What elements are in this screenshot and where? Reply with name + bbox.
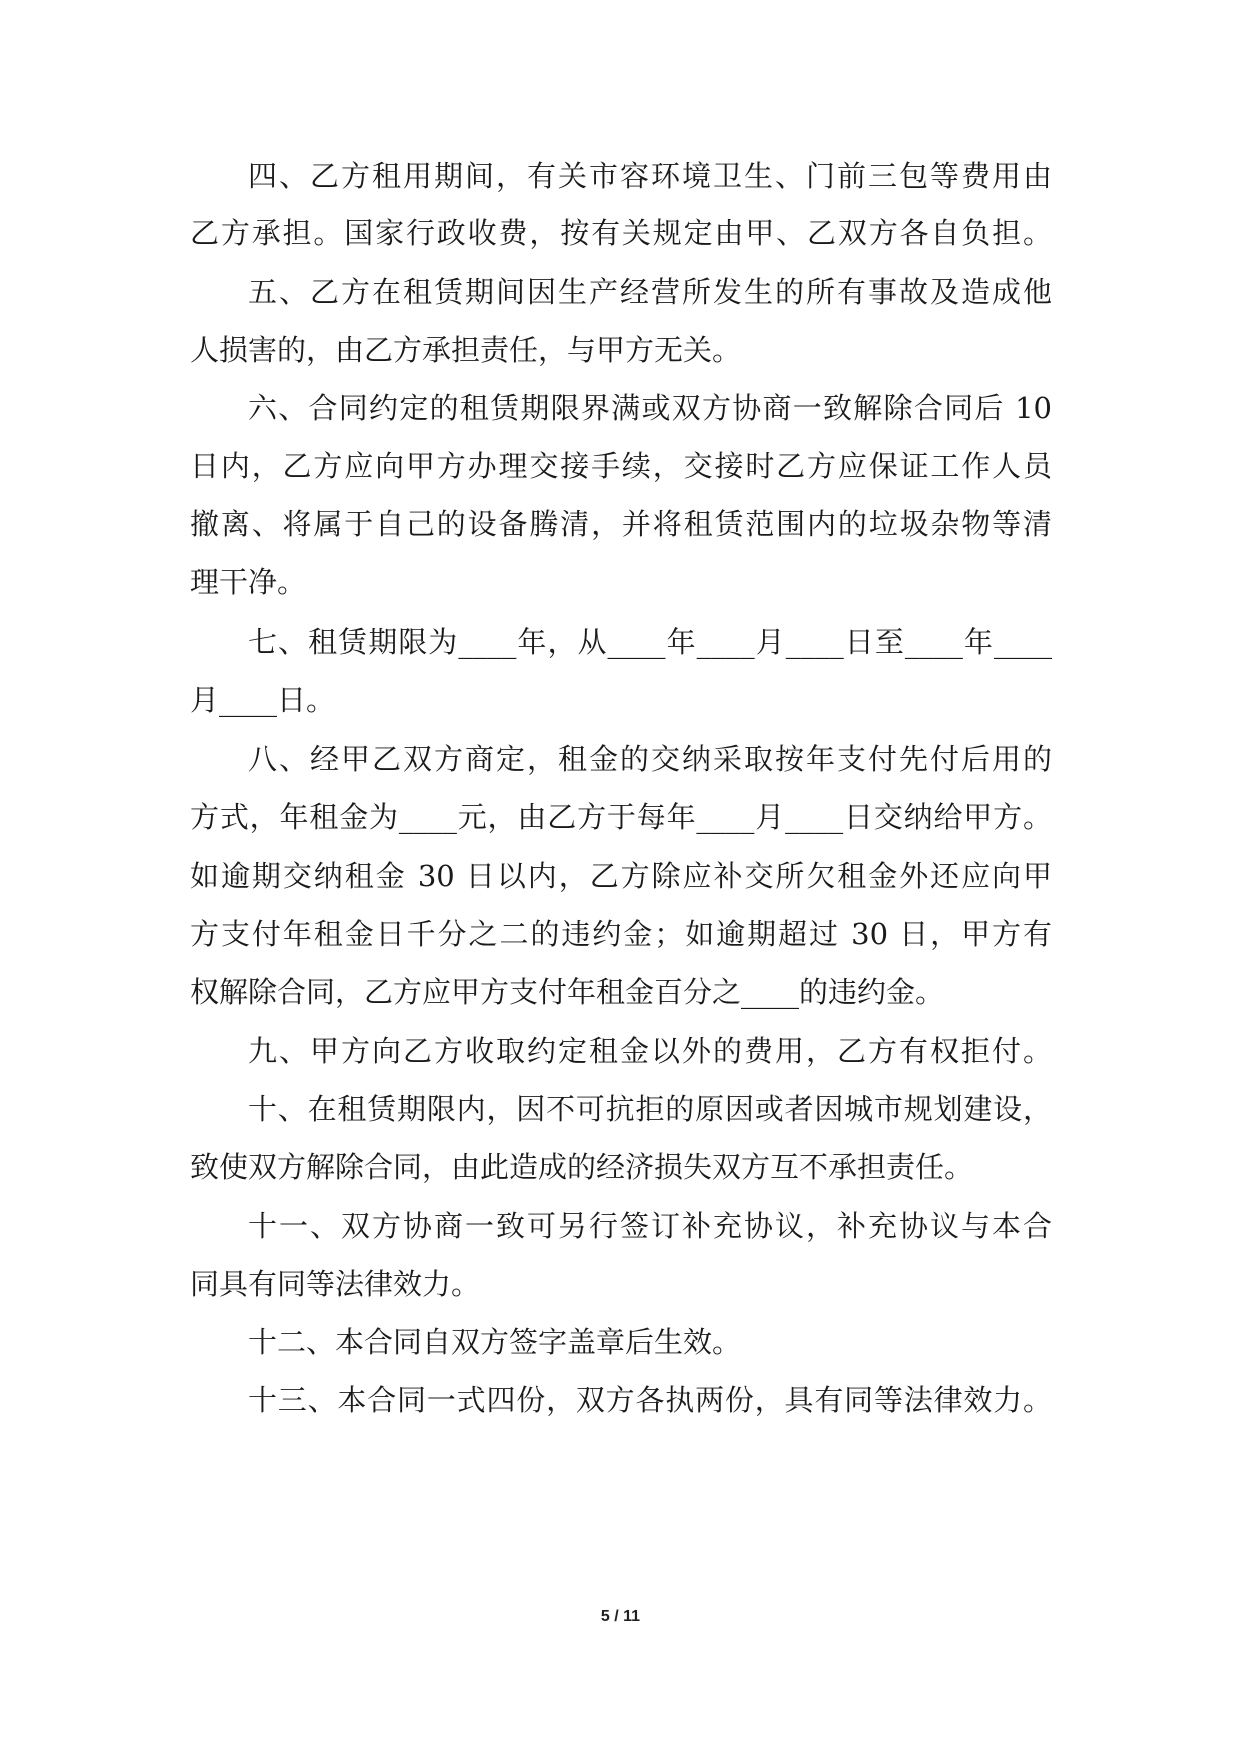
paragraph-line: 方支付年租金日千分之二的违约金；如逾期超过 30 日，甲方有 bbox=[190, 917, 1052, 951]
page-number: 5 / 11 bbox=[600, 1608, 641, 1625]
paragraph-line: 六、合同约定的租赁期限界满或双方协商一致解除合同后 10 bbox=[248, 391, 1052, 425]
paragraph-line: 五、乙方在租赁期间因生产经营所发生的所有事故及造成他 bbox=[248, 275, 1052, 309]
paragraph-line: 十、在租赁期限内，因不可抗拒的原因或者因城市规划建设， bbox=[248, 1092, 1052, 1126]
paragraph-line: 人损害的，由乙方承担责任，与甲方无关。 bbox=[190, 333, 742, 367]
paragraph-line: 四、乙方租用期间，有关市容环境卫生、门前三包等费用由 bbox=[248, 159, 1052, 193]
paragraph-line: 七、租赁期限为____年，从____年____月____日至____年____ bbox=[248, 625, 1052, 659]
paragraph-line: 如逾期交纳租金 30 日以内，乙方除应补交所欠租金外还应向甲 bbox=[190, 859, 1052, 893]
paragraph-line: 同具有同等法律效力。 bbox=[190, 1267, 481, 1301]
paragraph-line: 十三、本合同一式四份，双方各执两份，具有同等法律效力。 bbox=[248, 1383, 1052, 1417]
paragraph-line: 日内，乙方应向甲方办理交接手续，交接时乙方应保证工作人员 bbox=[190, 449, 1052, 483]
paragraph-line: 八、经甲乙双方商定，租金的交纳采取按年支付先付后用的 bbox=[248, 742, 1052, 776]
paragraph-line: 方式，年租金为____元，由乙方于每年____月____日交纳给甲方。 bbox=[190, 800, 1052, 834]
paragraph-line: 撤离、将属于自己的设备腾清，并将租赁范围内的垃圾杂物等清 bbox=[190, 507, 1052, 541]
paragraph-line: 十二、本合同自双方签字盖章后生效。 bbox=[248, 1325, 742, 1359]
paragraph-line: 十一、双方协商一致可另行签订补充协议，补充协议与本合 bbox=[248, 1209, 1052, 1243]
paragraph-line: 九、甲方向乙方收取约定租金以外的费用，乙方有权拒付。 bbox=[248, 1034, 1052, 1068]
paragraph-line: 权解除合同，乙方应甲方支付年租金百分之____的违约金。 bbox=[190, 975, 945, 1009]
paragraph-line: 理干净。 bbox=[190, 565, 307, 599]
paragraph-line: 乙方承担。国家行政收费，按有关规定由甲、乙双方各自负担。 bbox=[190, 216, 1052, 250]
paragraph-line: 致使双方解除合同，由此造成的经济损失双方互不承担责任。 bbox=[190, 1150, 974, 1184]
paragraph-line: 月____日。 bbox=[190, 683, 336, 717]
